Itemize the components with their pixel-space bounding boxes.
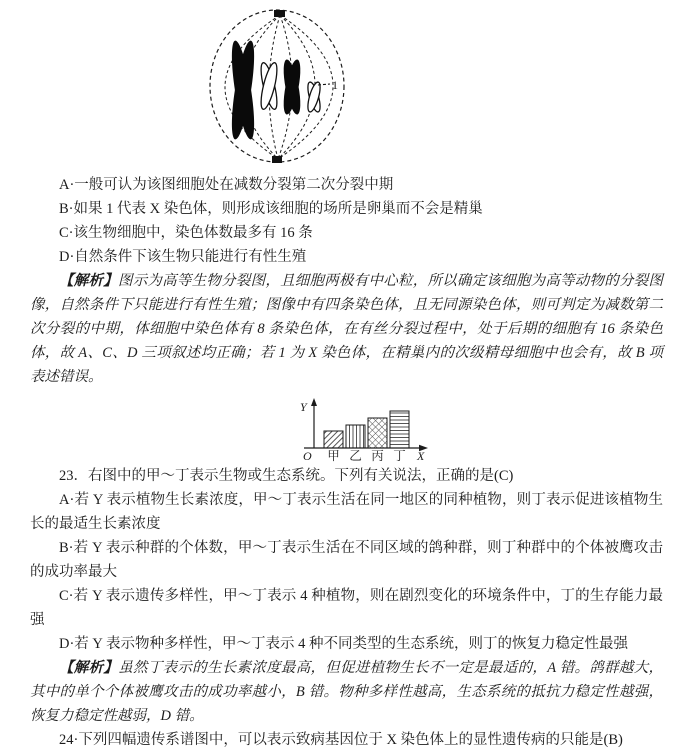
chromosome-small-white xyxy=(305,81,322,113)
analysis-text: 虽然丁表示的生长素浓度最高，但促进植物生长不一定是最适的，A 错。鸽群越大，其中的单个个体被鹰攻击的成功率越小，B 错。物种多样性越高，生态系统的抵抗力稳定性越强，恢复力稳定性越弱，D 错。 xyxy=(30,660,664,724)
y-axis-label: Y xyxy=(300,400,307,414)
question-23-stem: 23．右图中的甲～丁表示生物或生态系统。下列有关说法，正确的是(C) xyxy=(59,468,514,484)
bar-chart-figure xyxy=(296,398,430,462)
analysis-text: 图示为高等生物分裂图，且细胞两极有中心粒，所以确定该细胞为高等动物的分裂图像，自然条件下只能进行有性生殖；图像中有四条染色体，且无同源染色体，则可判定为减数第二次分裂的中期，体细胞中染色体有 8 条染色体，在有丝分裂过程中，处于后期的细胞有 16 条染色体，故 A、C、D 三项叙述均正确；若 1 为 X 染色体，在精巢内的次级精母细胞中也会有，故 B 项表述错误。 xyxy=(30,273,663,385)
question-23-option-d: D·若 Y 表示物种多样性，甲～丁表示 4 种不同类型的生态系统，则丁的恢复力稳定性最强 xyxy=(59,636,628,652)
bar-chart-svg xyxy=(296,398,430,462)
cell-question-option-b: B·如果 1 代表 X 染色体，则形成该细胞的场所是卵巢而不会是精巢 xyxy=(59,201,483,217)
meiosis-cell-svg xyxy=(205,5,355,171)
meiosis-cell-figure xyxy=(205,5,355,171)
question-24-stem: 24·下列四幅遗传系谱图中，可以表示致病基因位于 X 染色体上的显性遗传病的只能是(B) xyxy=(59,732,623,748)
cell-question-option-c: C·该生物细胞中，染色体数最多有 16 条 xyxy=(59,225,313,241)
cell-membrane xyxy=(210,10,344,162)
chromosome-medium-black xyxy=(280,58,303,115)
bar-丙 xyxy=(368,418,387,448)
chromosome-label: 1 xyxy=(332,78,338,92)
bar-label-ding: 丁 xyxy=(393,449,406,462)
chromosome-large-black xyxy=(227,39,258,140)
page-content xyxy=(0,5,691,749)
question-23-option-a: A·若 Y 表示植物生长素浓度，甲～丁表示生活在同一地区的同种植物，则丁表示促进该植物生长的最适生长素浓度 xyxy=(30,492,663,532)
bar-丁 xyxy=(390,411,409,448)
cell-question-analysis xyxy=(30,269,663,389)
x-axis-label: X xyxy=(417,449,425,462)
centriole-top-icon xyxy=(274,10,285,17)
question-23-option-b: B·若 Y 表示种群的个体数，甲～丁表示生活在不同区域的鸽种群，则丁种群中的个体被鹰攻击的成功率最大 xyxy=(30,540,663,580)
cell-question-option-d: D·自然条件下该生物只能进行有性生殖 xyxy=(59,249,307,265)
bar-甲 xyxy=(324,431,343,448)
analysis-label: 【解析】 xyxy=(59,660,119,676)
y-axis-arrow-icon xyxy=(311,398,317,406)
chromosome-medium-white xyxy=(258,61,280,110)
bar-label-bing: 丙 xyxy=(371,449,384,462)
cell-question-option-a: A·一般可认为该图细胞处在减数分裂第二次分裂中期 xyxy=(59,177,394,193)
centriole-bottom-icon xyxy=(272,156,282,163)
bar-label-jia: 甲 xyxy=(327,449,340,462)
question-23-option-c: C·若 Y 表示遗传多样性，甲～丁表示 4 种植物，则在剧烈变化的环境条件中，丁的生存能力最强 xyxy=(30,588,663,628)
origin-label: O xyxy=(303,449,312,462)
bar-label-yi: 乙 xyxy=(349,449,362,462)
chart-bars xyxy=(324,411,409,448)
analysis-label: 【解析】 xyxy=(59,273,118,289)
bar-乙 xyxy=(346,425,365,448)
question-23-analysis xyxy=(30,656,663,728)
